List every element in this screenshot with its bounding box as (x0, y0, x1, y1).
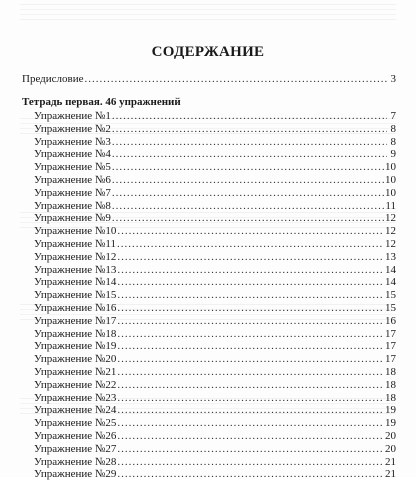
toc-entry[interactable] (34, 238, 396, 251)
toc-entry-label: Упражнение №4 (34, 148, 111, 161)
toc-entry[interactable] (34, 251, 396, 264)
dot-leader (117, 468, 384, 481)
toc-entry-page: 18 (385, 378, 396, 391)
toc-entry-label: Упражнение №16 (34, 302, 117, 314)
dot-leader (117, 340, 384, 353)
toc-entry-page: 7 (390, 110, 396, 122)
dot-leader (117, 238, 384, 251)
dot-leader (117, 289, 384, 302)
toc-entry[interactable] (34, 366, 396, 379)
toc-entry-page: 14 (385, 263, 396, 276)
toc-entry[interactable] (34, 276, 396, 289)
toc-entry[interactable] (34, 187, 396, 200)
toc-entry-page: 12 (385, 238, 396, 250)
toc-entry-label: Упражнение №1 (34, 110, 111, 122)
toc-entry-label: Упражнение №6 (34, 174, 111, 186)
dot-leader (117, 264, 384, 277)
toc-entry-label: Упражнение №27 (34, 442, 117, 455)
toc-entry-label: Упражнение №13 (34, 263, 117, 276)
toc-entry[interactable] (34, 456, 396, 469)
dot-leader (112, 187, 384, 200)
toc-entry[interactable] (34, 468, 396, 481)
toc-entry[interactable] (34, 417, 396, 430)
toc-entry-page: 8 (390, 135, 396, 148)
toc-entry-label: Упражнение №15 (34, 289, 117, 302)
toc-entry[interactable] (34, 315, 396, 328)
toc-entry[interactable] (34, 289, 396, 302)
page-title: СОДЕРЖАНИЕ (151, 44, 265, 60)
dot-leader (117, 315, 384, 328)
toc-entry-label: Упражнение №28 (34, 455, 117, 468)
toc-entry-page: 17 (385, 353, 396, 366)
toc-entry-page: 17 (385, 327, 396, 340)
toc-entry-label: Упражнение №20 (34, 353, 117, 366)
toc-entry-page: 12 (385, 225, 396, 238)
toc-entry-page: 19 (385, 404, 396, 417)
toc-entry[interactable] (34, 328, 396, 341)
dot-leader (117, 443, 384, 456)
toc-entry-label: Упражнение №22 (34, 378, 117, 391)
toc-entry[interactable] (34, 404, 396, 417)
toc-entry-label: Упражнение №11 (34, 238, 116, 250)
toc-entry[interactable] (34, 136, 396, 149)
toc-entry-label: Упражнение №26 (34, 430, 117, 442)
dot-leader (117, 276, 384, 289)
toc-entry[interactable] (34, 110, 396, 123)
toc-entry-page: 10 (385, 161, 396, 174)
toc-entry-label: Упражнение №2 (34, 122, 111, 135)
toc-entry-page: 13 (385, 250, 396, 263)
toc-entry-label: Упражнение №23 (34, 391, 117, 404)
toc-entry-page: 14 (385, 276, 396, 289)
toc-entry-page: 12 (385, 212, 396, 225)
toc-entry-page: 16 (385, 314, 396, 327)
toc-entry-label: Упражнение №21 (34, 366, 117, 378)
dot-leader (112, 148, 387, 161)
toc-entry-page: 10 (385, 174, 396, 186)
dot-leader (85, 73, 388, 86)
toc-entry-preface[interactable] (22, 73, 396, 86)
toc-entry-label: Упражнение №14 (34, 276, 117, 289)
toc-entry-label: Упражнение №5 (34, 161, 111, 174)
toc-entry-page: 15 (385, 289, 396, 302)
toc-entry[interactable] (34, 200, 396, 213)
toc-entry-label: Упражнение №7 (34, 186, 111, 199)
toc-entry[interactable] (34, 379, 396, 392)
dot-leader (117, 456, 384, 469)
dot-leader (117, 417, 384, 430)
dot-leader (112, 110, 387, 123)
dot-leader (112, 174, 384, 187)
toc-entry-page: 9 (390, 148, 396, 161)
section-heading: Тетрадь первая. 46 упражнений (22, 96, 181, 108)
dot-leader (117, 392, 384, 405)
toc-entry-page: 20 (385, 442, 396, 455)
dot-leader (117, 404, 384, 417)
dot-leader (117, 328, 384, 341)
toc-entry-label: Упражнение №3 (34, 135, 111, 148)
toc-entry[interactable] (34, 302, 396, 315)
toc-entry-page: 18 (385, 391, 396, 404)
toc-entry[interactable] (34, 443, 396, 456)
toc-entry-page: 15 (385, 302, 396, 314)
toc-entry-label: Упражнение №12 (34, 250, 117, 263)
toc-entry[interactable] (34, 353, 396, 366)
dot-leader (112, 200, 385, 213)
dot-leader (117, 225, 384, 238)
toc-entry-page: 21 (385, 455, 396, 468)
toc-entry[interactable] (34, 430, 396, 443)
toc-entry[interactable] (34, 123, 396, 136)
dot-leader (112, 136, 387, 149)
dot-leader (112, 123, 387, 136)
toc-entry-page: 20 (385, 430, 396, 442)
toc-entry-page: 11 (385, 199, 396, 212)
toc-entry-label: Упражнение №25 (34, 417, 117, 430)
dot-leader (117, 251, 384, 264)
dot-leader (117, 430, 384, 443)
dot-leader (117, 379, 384, 392)
toc-entry-label: Упражнение №9 (34, 212, 111, 225)
toc-entry[interactable] (34, 161, 396, 174)
toc-entry[interactable] (34, 174, 396, 187)
toc-entry[interactable] (34, 264, 396, 277)
toc-entry-label: Упражнение №18 (34, 327, 117, 340)
toc-entry-label: Упражнение №10 (34, 225, 117, 238)
toc-entry-page: 8 (390, 122, 396, 135)
toc-entry-label: Упражнение №29 (34, 468, 117, 481)
dot-leader (117, 366, 384, 379)
toc-entry-page: 10 (385, 186, 396, 199)
dot-leader (117, 302, 384, 315)
toc-entry-label: Упражнение №24 (34, 404, 117, 417)
toc-entry[interactable] (34, 212, 396, 225)
toc-entry[interactable] (34, 225, 396, 238)
toc-entry[interactable] (34, 392, 396, 405)
toc-entry[interactable] (34, 148, 396, 161)
dot-leader (117, 353, 384, 366)
toc-entry-page: 21 (385, 468, 396, 481)
toc-entry-label: Упражнение №19 (34, 340, 117, 353)
toc-entry-page: 18 (385, 366, 396, 378)
toc-entry-page: 17 (385, 340, 396, 353)
toc-entry-label: Предисловие (22, 73, 84, 85)
dot-leader (112, 212, 384, 225)
toc-entry-label: Упражнение №8 (34, 199, 111, 212)
toc-entry-page: 19 (385, 417, 396, 430)
dot-leader (112, 161, 384, 174)
toc-entry-label: Упражнение №17 (34, 314, 117, 327)
toc-entry[interactable] (34, 340, 396, 353)
background-staff (20, 4, 396, 20)
toc-entry-page: 3 (390, 73, 396, 85)
